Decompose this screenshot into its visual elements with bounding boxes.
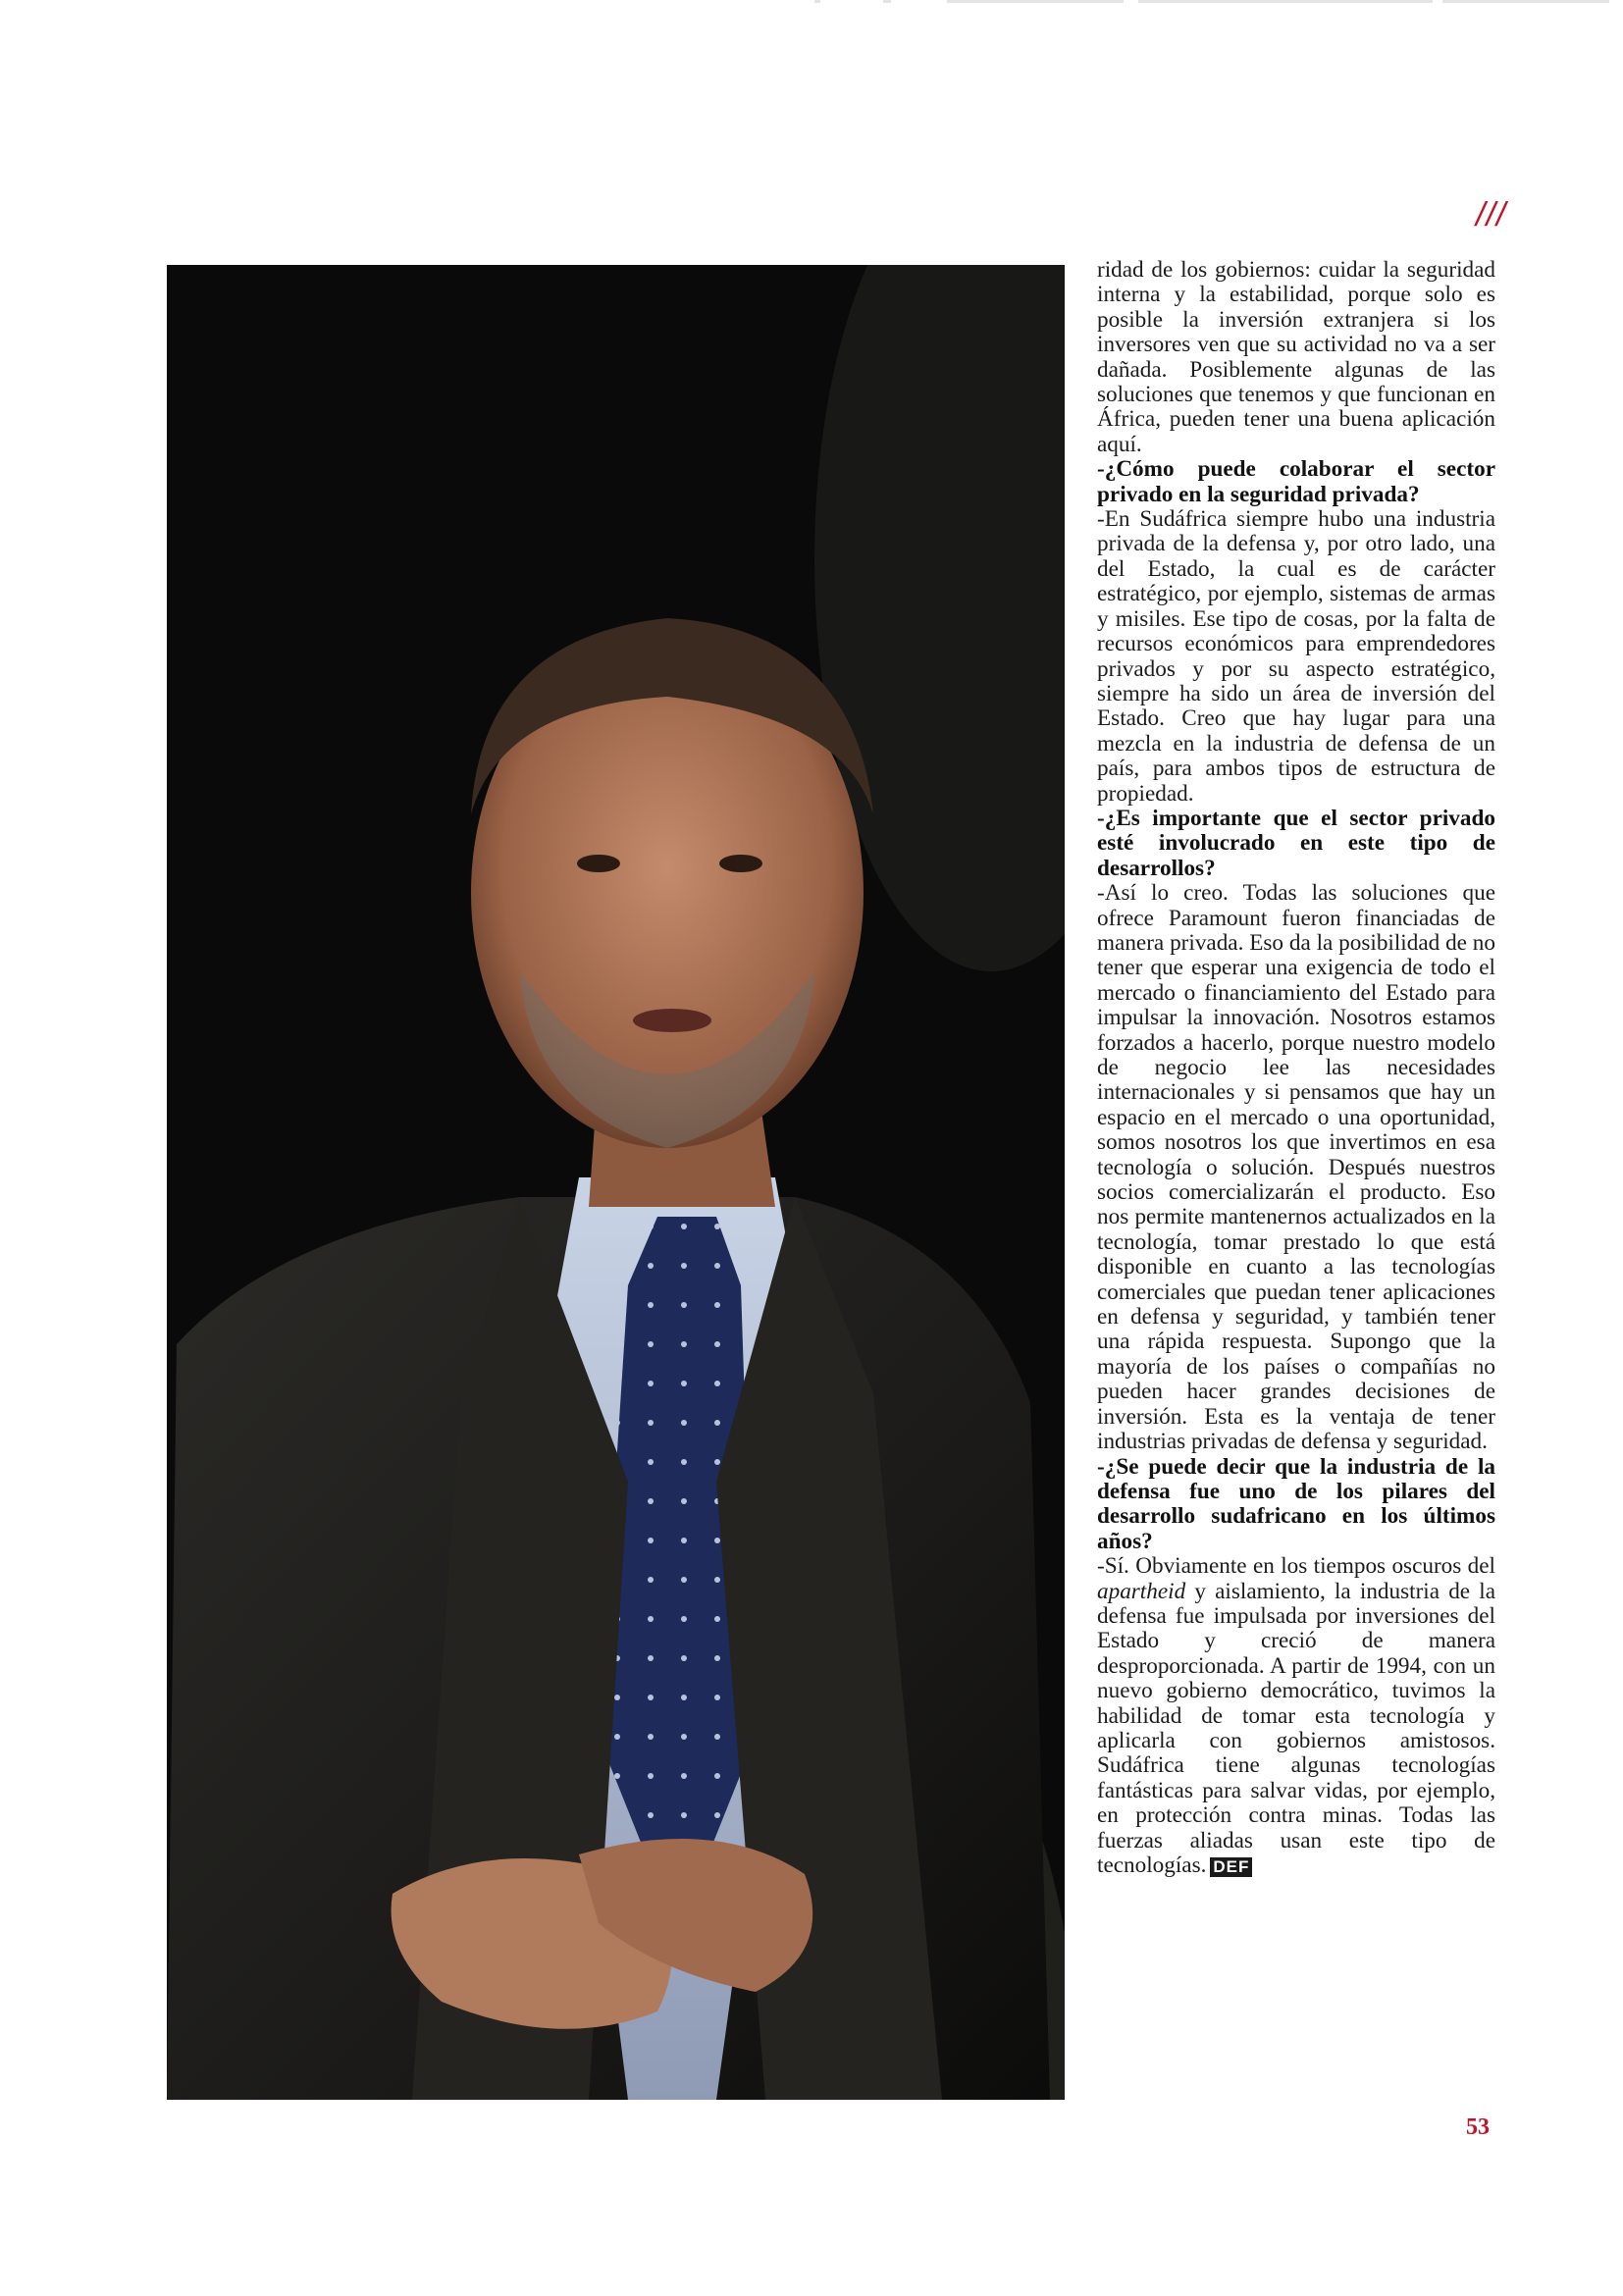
portrait-photo: [167, 265, 1065, 2100]
scan-mark: [947, 0, 1124, 3]
section-mark: ///: [1476, 196, 1507, 234]
scan-mark: [814, 0, 820, 3]
interview-question: -¿Es importante que el sector privado esté involucrado en este tipo de desarrollos?: [1097, 805, 1495, 881]
scan-mark: [1442, 0, 1609, 3]
interview-question: -¿Se puede decir que la industria de la defensa fue uno de los pilares del desarrollo sudafricano en los últimos años?: [1097, 1453, 1495, 1554]
scan-mark: [883, 0, 891, 3]
article-paragraph-final: [1097, 1554, 1495, 1878]
scan-mark: [1138, 0, 1433, 3]
page-number: 53: [1466, 2114, 1490, 2140]
magazine-end-logo: DEF: [1210, 1857, 1252, 1877]
article-column: [1097, 258, 1495, 1878]
article-paragraph: -Así lo creo. Todas las soluciones que ofrece Paramount fueron financiadas de manera privada. Eso da la posibilidad de no tener que esperar una exigencia de todo el mercado o financiamiento del Estado para impulsar la innovación. Nosotros estamos forzados a hacerlo, porque nuestro modelo de negocio lee las necesidades internacionales y si pensamos que hay un espacio en el mercado o una oportunidad, somos nosotros los que invertimos en esa tecnología o solución. Después nuestros socios comercializarán el producto. Eso nos permite mantenernos actualizados en la tecnología, tomar prestado lo que está disponible en cuanto a las tecnologías comerciales que puedan tener aplicaciones en defensa y seguridad, y también tener una rápida respuesta. Supongo que la mayoría de los países o compañías no pueden hacer grandes decisiones de inversión. Esta es la ventaja de tener industrias privadas de defensa y seguridad.: [1097, 880, 1495, 1455]
article-paragraph: -En Sudáfrica siempre hubo una industria privada de la defensa y, por otro lado, una del Estado, la cual es de carácter estratégico, por ejemplo, sistemas de armas y misiles. Ese tipo de cosas, por la falta de recursos económicos para emprendedores privados y por su aspecto estratégico, siempre ha sido un área de inversión del Estado. Creo que hay lugar para una mezcla en la industria de defensa de un país, para ambos tipos de estructura de propiedad.: [1097, 506, 1495, 807]
answer-text-emphasis: apartheid: [1097, 1578, 1186, 1604]
portrait-illustration: [167, 265, 1065, 2100]
interview-question: -¿Cómo puede colaborar el sector privado en la seguridad privada?: [1097, 456, 1495, 507]
answer-text-start: -Sí. Obviamente en los tiempos oscuros del: [1097, 1553, 1495, 1580]
article-paragraph: ridad de los gobiernos: cuidar la seguridad interna y la estabilidad, porque solo es posible la inversión extranjera si los inversores ven que su actividad no va a ser dañada. Posiblemente algunas de las soluciones que tenemos y que funcionan en África, pueden tener una buena aplicación aquí.: [1097, 257, 1495, 457]
answer-text-end: y aislamiento, la industria de la defensa fue impulsada por inversiones del Estado y creció de manera desproporcionada. A partir de 1994, con un nuevo gobierno democrático, tuvimos la habilidad de tomar esta tecnología y aplicarla con gobiernos amistosos. Sudáfrica tiene algunas tecnologías fantásticas para salvar vidas, por ejemplo, en protección contra minas. Todas las fuerzas aliadas usan este tipo de tecnologías.: [1097, 1578, 1495, 1878]
